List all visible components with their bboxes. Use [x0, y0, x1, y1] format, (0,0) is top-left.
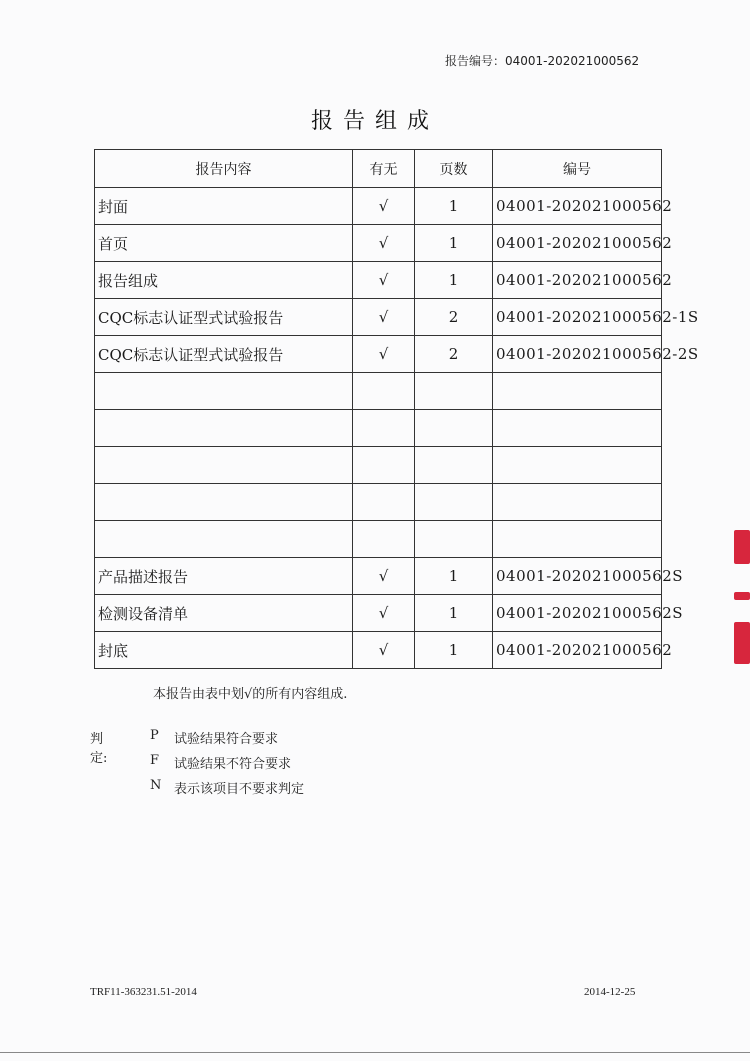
row-page-count: 1 — [415, 595, 493, 632]
row-name: 封底 — [95, 632, 353, 669]
column-header-number: 编号 — [493, 150, 662, 188]
page-edge-line — [0, 1052, 750, 1053]
row-check-mark: √ — [353, 299, 415, 336]
row-check-mark: √ — [353, 558, 415, 595]
row-check-mark — [353, 484, 415, 521]
seal-stamp-fragment — [734, 622, 750, 664]
row-report-number: 04001-202021000562-2S — [493, 336, 662, 373]
row-check-mark: √ — [353, 188, 415, 225]
row-page-count: 1 — [415, 558, 493, 595]
row-page-count — [415, 521, 493, 558]
table-row — [95, 558, 662, 595]
row-check-mark — [353, 410, 415, 447]
row-page-count: 1 — [415, 262, 493, 299]
row-check-mark — [353, 447, 415, 484]
row-check-mark: √ — [353, 595, 415, 632]
table-row — [95, 484, 662, 521]
table-row — [95, 188, 662, 225]
row-name — [95, 373, 353, 410]
row-page-count — [415, 410, 493, 447]
table-row — [95, 410, 662, 447]
row-check-mark — [353, 373, 415, 410]
verdict-description: 试验结果符合要求 — [174, 732, 279, 747]
verdict-code: P — [150, 728, 159, 743]
row-report-number: 04001-202021000562 — [493, 225, 662, 262]
seal-stamp-fragment — [734, 592, 750, 600]
table-row — [95, 521, 662, 558]
row-page-count — [415, 447, 493, 484]
table-row — [95, 632, 662, 669]
row-report-number: 04001-202021000562 — [493, 188, 662, 225]
footer-date: 2014-12-25 — [584, 986, 636, 998]
verdict-code: N — [150, 778, 162, 793]
row-report-number: 04001-202021000562-1S — [493, 299, 662, 336]
row-name: 检测设备清单 — [95, 595, 353, 632]
row-report-number: 04001-202021000562S — [493, 595, 662, 632]
row-name: 产品描述报告 — [95, 558, 353, 595]
column-header-pages: 页数 — [415, 150, 493, 188]
row-check-mark: √ — [353, 262, 415, 299]
verdict-label: 判定: — [90, 732, 108, 766]
row-report-number — [493, 373, 662, 410]
row-report-number: 04001-202021000562 — [493, 262, 662, 299]
row-name — [95, 484, 353, 521]
table-row — [95, 299, 662, 336]
row-report-number — [493, 447, 662, 484]
row-name: CQC标志认证型式试验报告 — [95, 299, 353, 336]
row-check-mark: √ — [353, 632, 415, 669]
column-header-has: 有无 — [353, 150, 415, 188]
row-page-count: 2 — [415, 299, 493, 336]
row-report-number: 04001-202021000562 — [493, 632, 662, 669]
row-page-count — [415, 373, 493, 410]
row-page-count: 1 — [415, 632, 493, 669]
row-report-number — [493, 410, 662, 447]
column-header-content: 报告内容 — [95, 150, 353, 188]
table-header-row — [95, 150, 662, 188]
row-check-mark — [353, 521, 415, 558]
row-name — [95, 410, 353, 447]
seal-stamp-fragment — [734, 530, 750, 564]
table-row — [95, 262, 662, 299]
row-name — [95, 447, 353, 484]
row-check-mark: √ — [353, 225, 415, 262]
row-name: 报告组成 — [95, 262, 353, 299]
verdict-description: 表示该项目不要求判定 — [174, 782, 305, 797]
row-name: 首页 — [95, 225, 353, 262]
row-name: CQC标志认证型式试验报告 — [95, 336, 353, 373]
row-report-number — [493, 521, 662, 558]
row-page-count — [415, 484, 493, 521]
verdict-description: 试验结果不符合要求 — [174, 757, 292, 772]
form-code: TRF11-363231.51-2014 — [90, 986, 197, 998]
page-title: 报告组成 — [310, 109, 439, 134]
table-row — [95, 336, 662, 373]
row-report-number — [493, 484, 662, 521]
table-row — [95, 225, 662, 262]
table-row — [95, 447, 662, 484]
row-name — [95, 521, 353, 558]
verdict-code: F — [150, 753, 160, 768]
row-name: 封面 — [95, 188, 353, 225]
composition-note: 本报告由表中划√的所有内容组成. — [153, 687, 348, 702]
row-page-count: 2 — [415, 336, 493, 373]
report-composition-table — [94, 149, 699, 669]
table-row — [95, 373, 662, 410]
report-number: 报告编号：04001-202021000562 — [445, 54, 640, 68]
row-report-number: 04001-202021000562S — [493, 558, 662, 595]
row-page-count: 1 — [415, 188, 493, 225]
row-check-mark: √ — [353, 336, 415, 373]
row-page-count: 1 — [415, 225, 493, 262]
table-row — [95, 595, 662, 632]
